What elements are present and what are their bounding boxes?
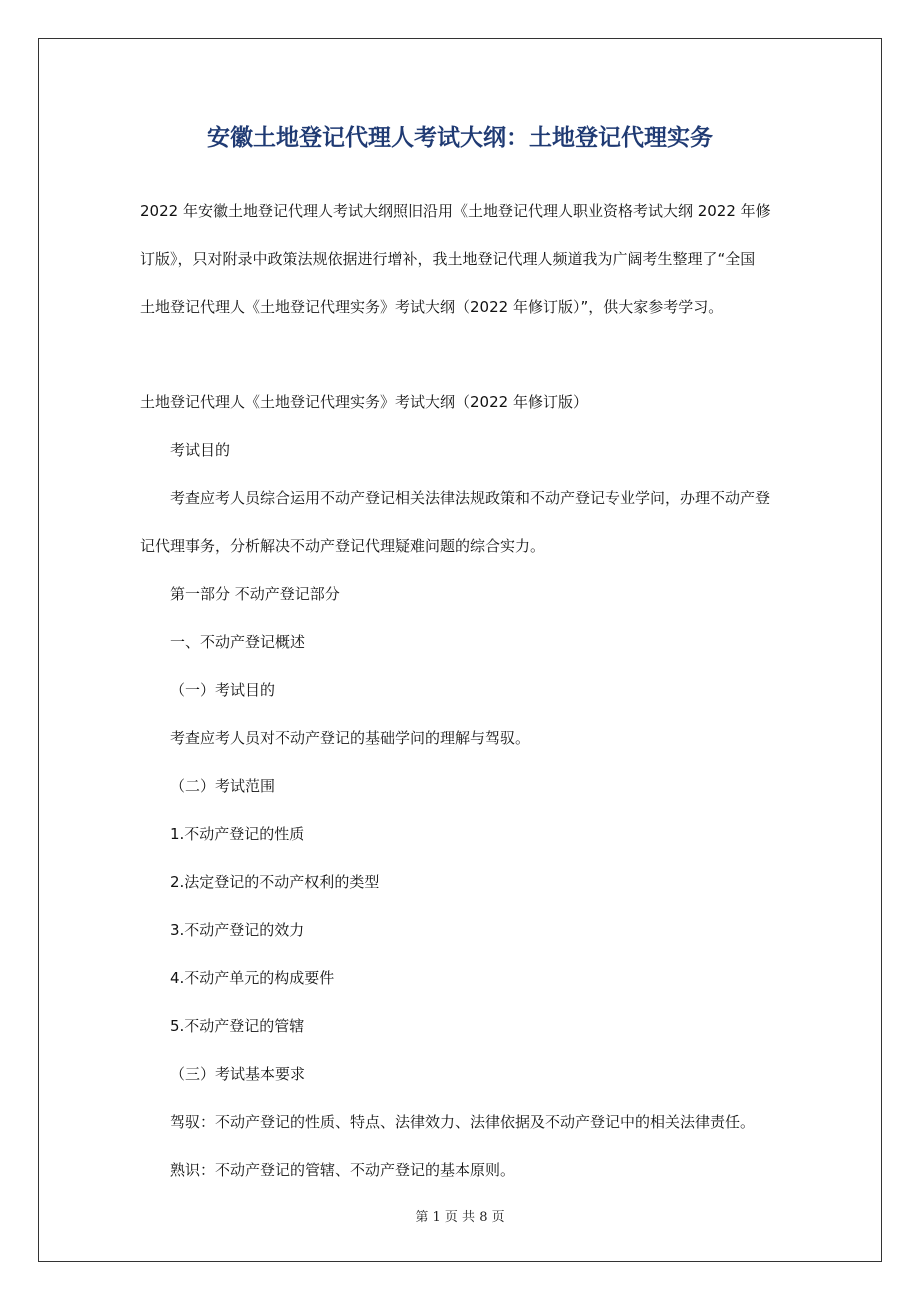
intro-line-3: 土地登记代理人《土地登记代理实务》考试大纲（2022 年修订版）”，供大家参考学习。 bbox=[140, 298, 724, 316]
scope-item: 3.不动产登记的效力 bbox=[170, 921, 305, 939]
chapter-heading: 一、不动产登记概述 bbox=[170, 633, 306, 651]
sub1-heading: （一）考试目的 bbox=[170, 681, 276, 699]
page-number-footer: 第 1 页 共 8 页 bbox=[415, 1210, 505, 1225]
requirement-familiar: 熟识：不动产登记的管辖、不动产登记的基本原则。 bbox=[170, 1161, 516, 1179]
part-heading: 第一部分 不动产登记部分 bbox=[170, 585, 340, 603]
scope-item: 5.不动产登记的管辖 bbox=[170, 1017, 305, 1035]
sub2-heading: （二）考试范围 bbox=[170, 777, 276, 795]
requirement-master: 驾驭：不动产登记的性质、特点、法律效力、法律依据及不动产登记中的相关法律责任。 bbox=[170, 1113, 756, 1131]
sub3-heading: （三）考试基本要求 bbox=[170, 1065, 306, 1083]
exam-purpose-line-2: 记代理事务，分析解决不动产登记代理疑难问题的综合实力。 bbox=[140, 537, 546, 555]
scope-item: 4.不动产单元的构成要件 bbox=[170, 969, 335, 987]
intro-line-1: 2022 年安徽土地登记代理人考试大纲照旧沿用《土地登记代理人职业资格考试大纲 2022 年修 bbox=[140, 202, 771, 220]
intro-line-2: 订版》，只对附录中政策法规依据进行增补，我土地登记代理人频道我为广阔考生整理了“全国 bbox=[140, 250, 756, 268]
sub1-text: 考查应考人员对不动产登记的基础学问的理解与驾驭。 bbox=[170, 729, 531, 747]
section-heading: 土地登记代理人《土地登记代理实务》考试大纲（2022 年修订版） bbox=[140, 393, 588, 411]
scope-item: 1.不动产登记的性质 bbox=[170, 825, 305, 843]
exam-purpose-heading: 考试目的 bbox=[170, 441, 231, 459]
document-title: 安徽土地登记代理人考试大纲：土地登记代理实务 bbox=[207, 125, 713, 151]
exam-purpose-line-1: 考查应考人员综合运用不动产登记相关法律法规政策和不动产登记专业学问，办理不动产登 bbox=[170, 489, 771, 507]
scope-item: 2.法定登记的不动产权利的类型 bbox=[170, 873, 380, 891]
